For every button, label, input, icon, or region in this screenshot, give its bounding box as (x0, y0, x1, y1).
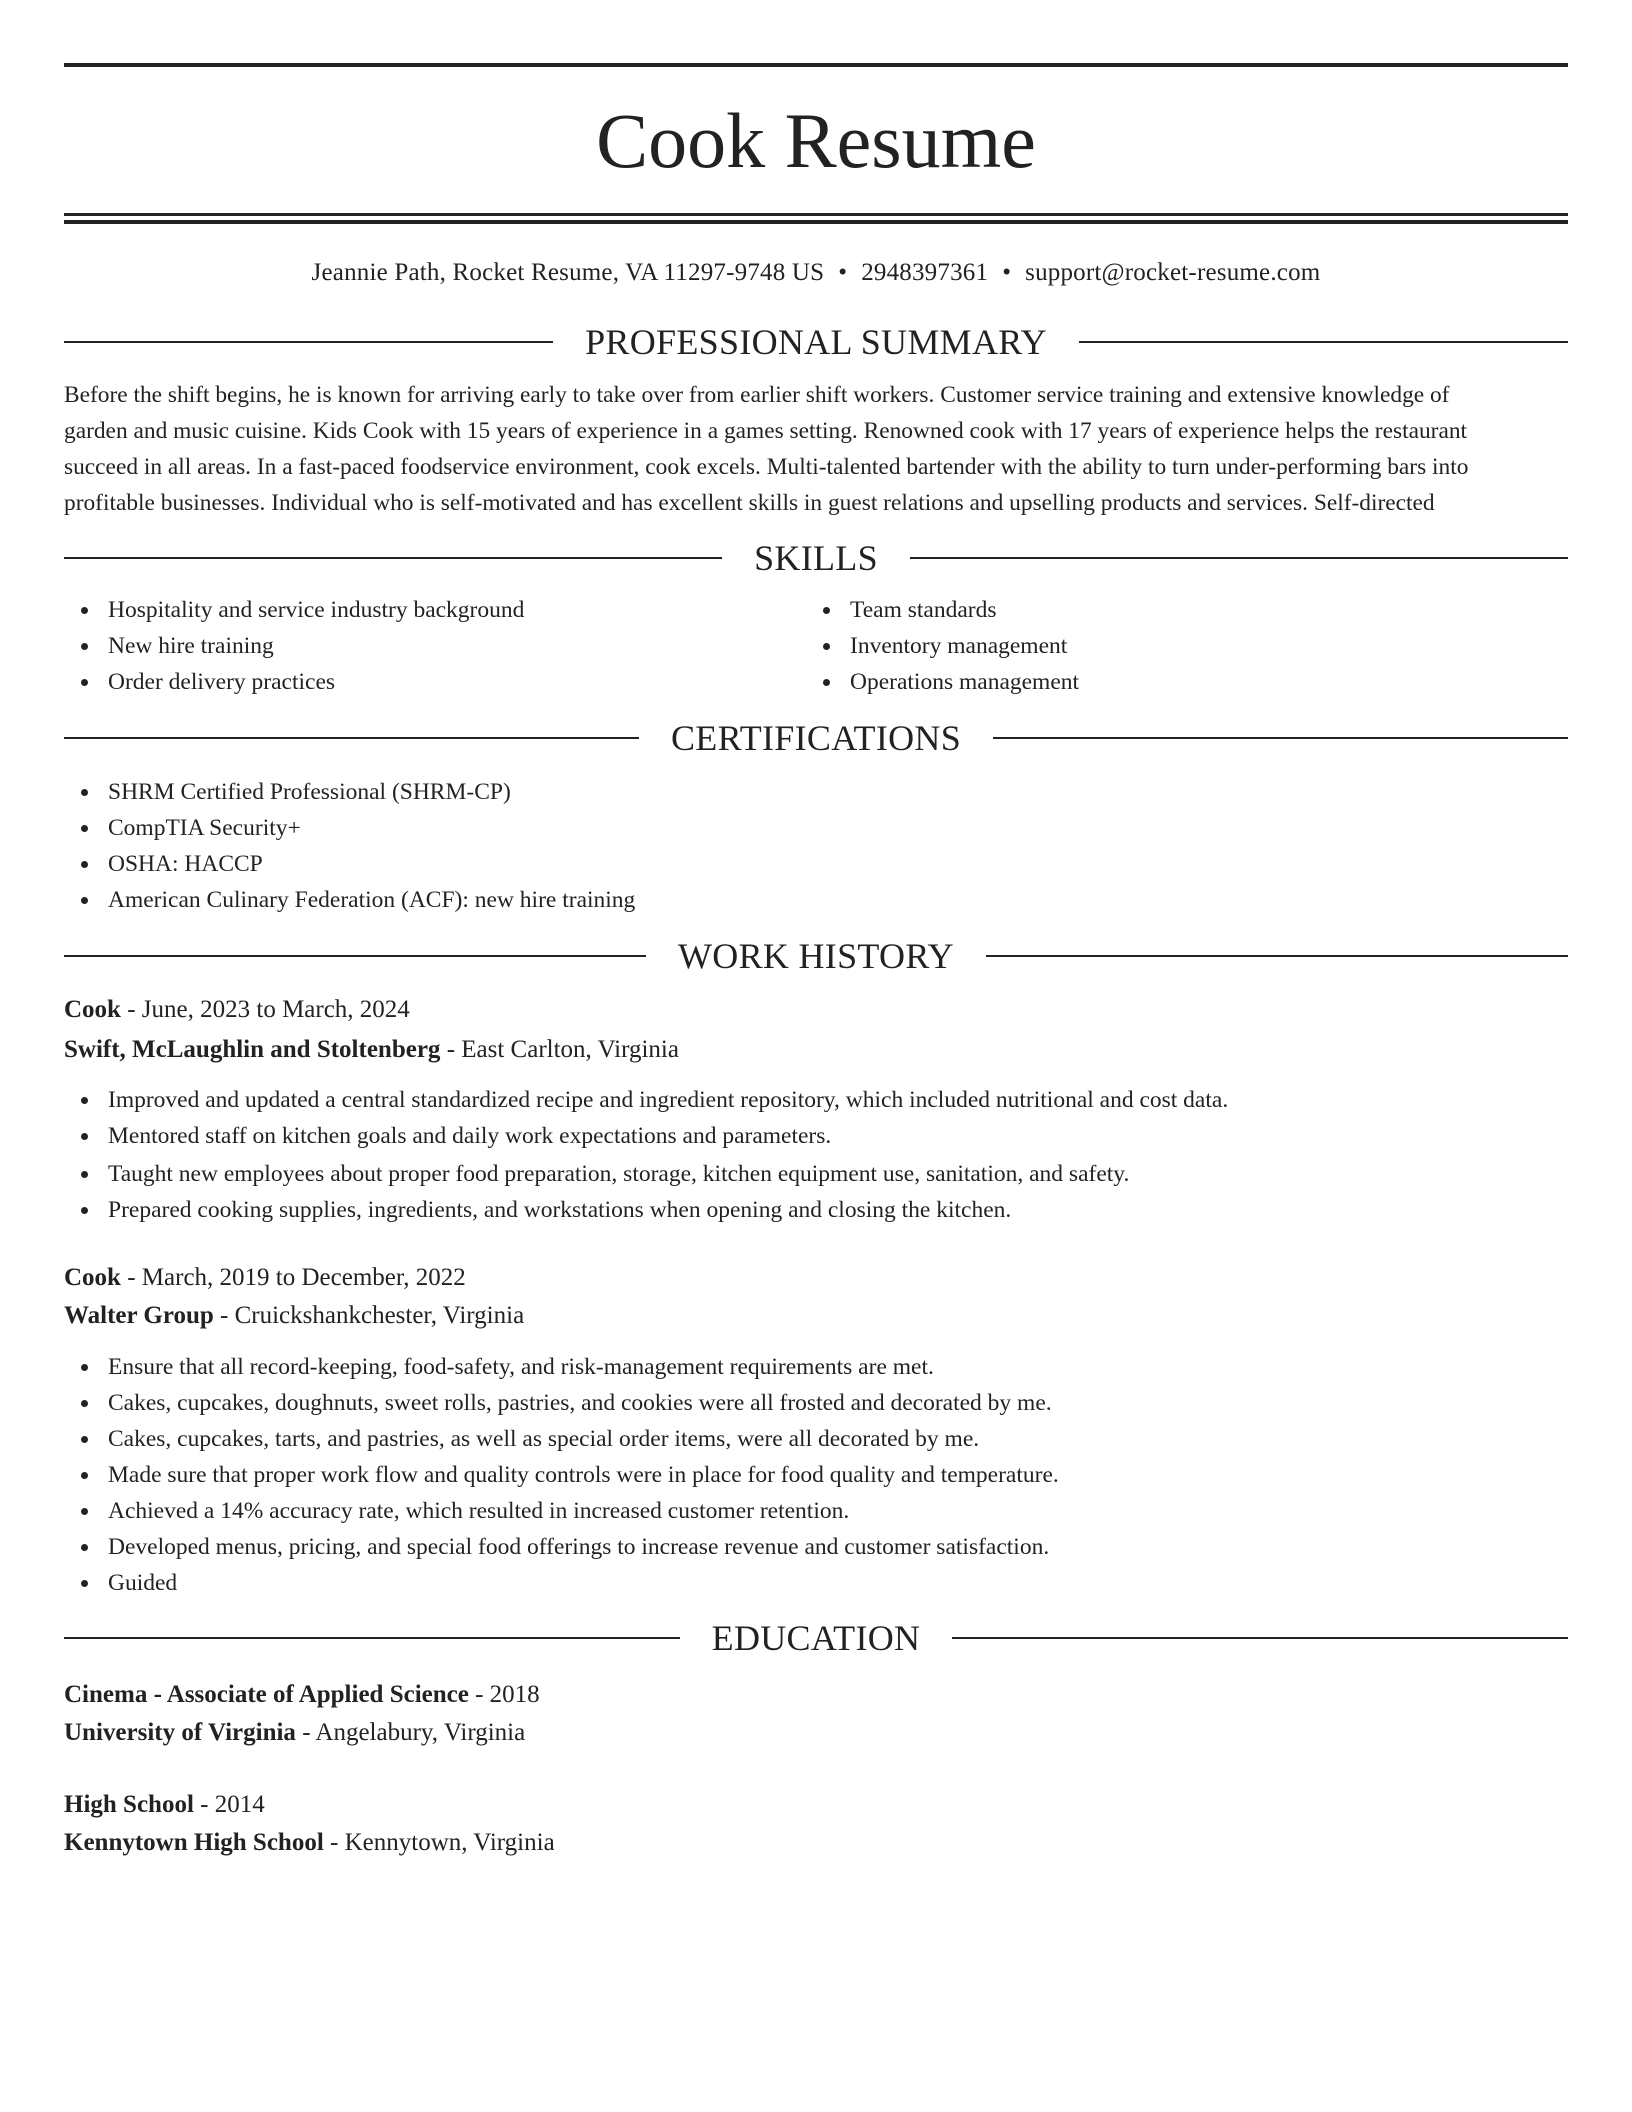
education-year: - 2014 (193, 1791, 265, 1818)
certification-item: American Culinary Federation (ACF): new hire training (64, 882, 1568, 918)
job-company: Walter Group (64, 1302, 214, 1329)
skills-heading (64, 536, 1568, 580)
skill-item: New hire training (64, 628, 806, 664)
skill-item: Operations management (806, 664, 1548, 700)
job-location: - Cruickshankchester, Virginia (213, 1302, 525, 1329)
job-bullet: Prepared cooking supplies, ingredients, and workstations when opening and closing the kitchen. (64, 1192, 1568, 1228)
heading-rule-right (993, 737, 1568, 739)
job-bullet: Guided (64, 1565, 1568, 1601)
job-location: - East Carlton, Virginia (440, 1036, 679, 1063)
summary-line: Before the shift begins, he is known for arriving early to take over from earlier shift workers. Customer service training and extensive knowledge of (64, 382, 1450, 408)
skills-list (64, 592, 1568, 700)
job-bullet: Improved and updated a central standardized recipe and ingredient repository, which included nutritional and cost data. (64, 1082, 1568, 1118)
heading-rule-left (64, 955, 646, 957)
job-bullets (64, 1349, 1568, 1601)
certifications-heading (64, 716, 1568, 760)
job-bullet: Cakes, cupcakes, doughnuts, sweet rolls, pastries, and cookies were all frosted and decorated by me. (64, 1385, 1568, 1421)
education-heading (64, 1616, 1568, 1660)
certification-item: CompTIA Security+ (64, 810, 1568, 846)
contact-separator: • (1002, 259, 1012, 286)
job-bullet: Achieved a 14% accuracy rate, which resulted in increased customer retention. (64, 1493, 1568, 1529)
heading-rule-right (910, 557, 1568, 559)
contact-phone: 2948397361 (861, 259, 989, 286)
summary-heading (64, 320, 1568, 364)
job-entry (64, 1260, 1568, 1601)
skills-column-right (806, 592, 1548, 700)
certification-item: OSHA: HACCP (64, 846, 1568, 882)
education-school-line (64, 1825, 1568, 1863)
skill-item: Inventory management (806, 628, 1548, 664)
job-bullet: Cakes, cupcakes, tarts, and pastries, as well as special order items, were all decorated by me. (64, 1421, 1568, 1457)
job-title-line (64, 992, 1568, 1030)
heading-rule-right (952, 1637, 1568, 1639)
job-company-line (64, 1298, 1568, 1336)
education-degree: High School (64, 1791, 194, 1818)
contact-address: Jeannie Path, Rocket Resume, VA 11297-9748 US (311, 259, 825, 286)
resume-title: Cook Resume (596, 97, 1036, 184)
education-degree-line (64, 1677, 1568, 1715)
education-school: University of Virginia (64, 1719, 296, 1746)
summary-text (64, 377, 1568, 521)
heading-rule-left (64, 737, 639, 739)
heading-rule-left (64, 341, 553, 343)
resume-page (64, 63, 1568, 1863)
job-title-line (64, 1260, 1568, 1298)
job-dates: - March, 2019 to December, 2022 (120, 1264, 466, 1291)
skill-item: Team standards (806, 592, 1548, 628)
job-company: Swift, McLaughlin and Stoltenberg (64, 1036, 441, 1063)
skills-heading-label: SKILLS (754, 538, 878, 578)
job-entry (64, 992, 1568, 1228)
job-bullet: Mentored staff on kitchen goals and daily work expectations and parameters. (64, 1118, 1568, 1154)
contact-email: support@rocket-resume.com (1025, 259, 1321, 286)
work-history-heading (64, 934, 1568, 978)
work-history-heading-label: WORK HISTORY (678, 936, 954, 976)
education-year: - 2018 (468, 1681, 540, 1708)
education-entry (64, 1677, 1568, 1753)
education-heading-label: EDUCATION (711, 1618, 921, 1658)
summary-line: garden and music cuisine. Kids Cook with 15 years of experience in a games setting. Renowned cook with 17 years of experience helps the restaurant (64, 418, 1468, 444)
skill-item: Hospitality and service industry background (64, 592, 806, 628)
job-dates: - June, 2023 to March, 2024 (120, 996, 410, 1023)
certifications-list (64, 774, 1568, 918)
job-bullets (64, 1082, 1568, 1228)
education-location: - Kennytown, Virginia (323, 1829, 555, 1856)
education-degree-line (64, 1787, 1568, 1825)
contact-line (64, 257, 1568, 289)
education-school: Kennytown High School (64, 1829, 324, 1856)
summary-line: succeed in all areas. In a fast-paced foodservice environment, cook excels. Multi-talented bartender with the ability to turn under-performing bars into (64, 454, 1469, 480)
summary-heading-label: PROFESSIONAL SUMMARY (585, 322, 1047, 362)
skills-column-left (64, 592, 806, 700)
job-bullet: Developed menus, pricing, and special food offerings to increase revenue and customer satisfaction. (64, 1529, 1568, 1565)
job-bullet: Taught new employees about proper food preparation, storage, kitchen equipment use, sanitation, and safety. (64, 1156, 1568, 1192)
education-location: - Angelabury, Virginia (295, 1719, 526, 1746)
job-role: Cook (64, 996, 121, 1023)
education-degree: Cinema - Associate of Applied Science (64, 1681, 469, 1708)
contact-separator: • (838, 259, 848, 286)
job-bullet: Made sure that proper work flow and quality controls were in place for food quality and temperature. (64, 1457, 1568, 1493)
education-school-line (64, 1715, 1568, 1753)
education-entry (64, 1787, 1568, 1863)
certifications-heading-label: CERTIFICATIONS (670, 718, 962, 758)
title-double-rule (64, 213, 1568, 224)
job-bullet: Ensure that all record-keeping, food-safety, and risk-management requirements are met. (64, 1349, 1568, 1385)
certification-item: SHRM Certified Professional (SHRM-CP) (64, 774, 1568, 810)
job-role: Cook (64, 1264, 121, 1291)
heading-rule-right (1079, 341, 1568, 343)
summary-line: profitable businesses. Individual who is self-motivated and has excellent skills in guest relations and upselling products and services. Self-directed (64, 490, 1435, 516)
heading-rule-left (64, 1637, 680, 1639)
skill-item: Order delivery practices (64, 664, 806, 700)
heading-rule-right (986, 955, 1568, 957)
job-company-line (64, 1032, 1568, 1070)
heading-rule-left (64, 557, 722, 559)
